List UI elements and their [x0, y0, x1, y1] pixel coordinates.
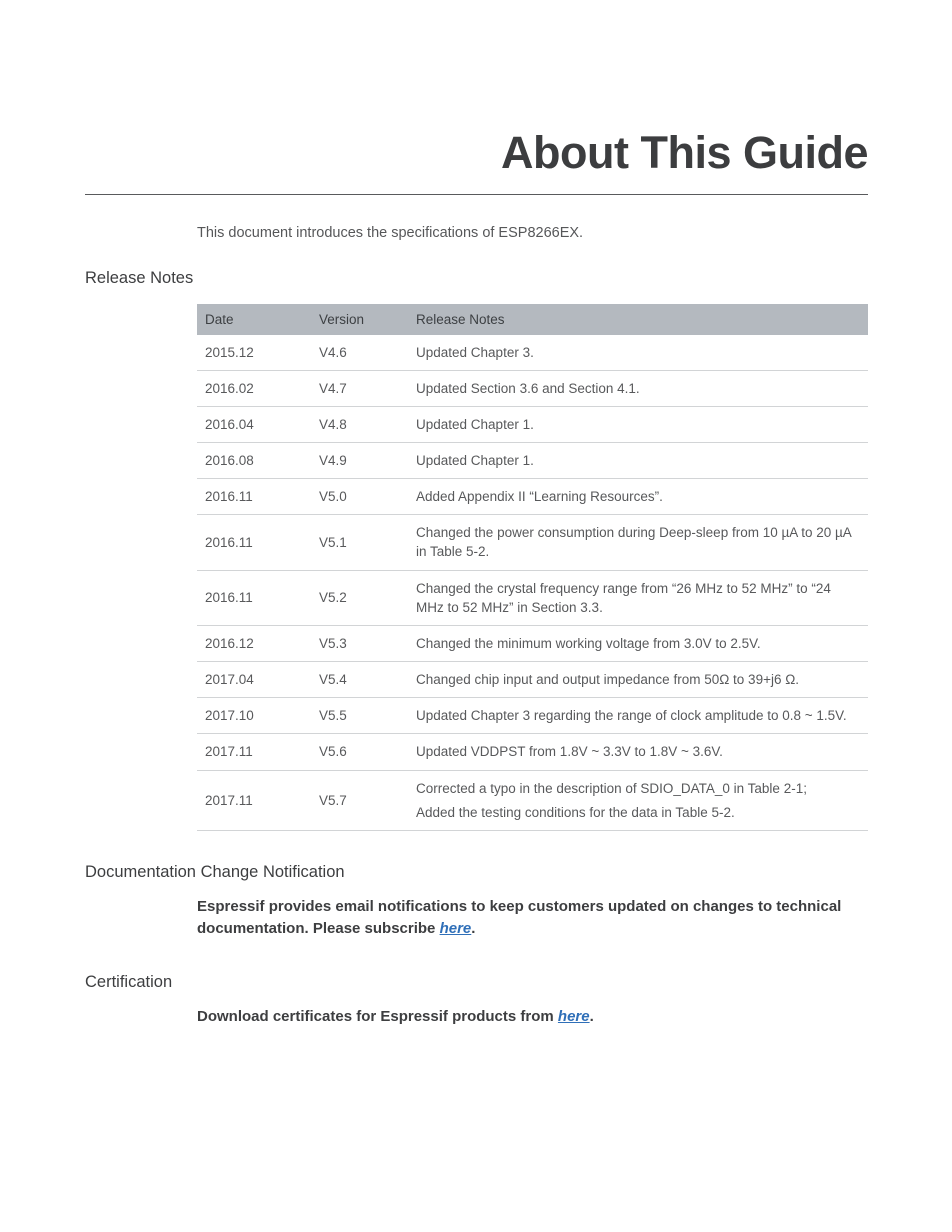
- table-header: [197, 304, 868, 335]
- cell-date: 2015.12: [205, 344, 254, 360]
- cell-version: V5.5: [311, 698, 408, 734]
- cell-version: V4.6: [319, 344, 347, 360]
- table-row: [197, 406, 868, 442]
- page-title: About This Guide: [501, 127, 868, 178]
- cell-version: V5.3: [311, 625, 408, 661]
- cell-version: V5.6: [311, 734, 408, 770]
- cell-version: V5.7: [311, 770, 408, 830]
- note-line: Updated Chapter 3 regarding the range of clock amplitude to 0.8 ~ 1.5V.: [416, 708, 847, 724]
- note-line: Updated Chapter 3.: [416, 344, 534, 360]
- cell-date: 2016.04: [197, 406, 311, 442]
- section-heading-certification: Certification: [85, 972, 173, 991]
- note-line: Updated VDDPST from 1.8V ~ 3.3V to 1.8V ~ 3.6V.: [416, 744, 723, 760]
- cell-notes: [408, 335, 868, 371]
- table-row: [197, 662, 868, 698]
- cell-date: 2016.11: [197, 570, 311, 625]
- note-line: Updated Section 3.6 and Section 4.1.: [416, 380, 640, 396]
- doc-change-text: Espressif provides email notifications to keep customers updated on changes to technical documentation. Please subscribe: [197, 897, 842, 938]
- cell-date: 2016.08: [197, 442, 311, 478]
- cell-version: V5.2: [311, 570, 408, 625]
- note-line: Changed chip input and output impedance from 50Ω to 39+j6 Ω.: [416, 672, 800, 688]
- cell-notes: [408, 370, 868, 406]
- certificates-here-link[interactable]: here: [557, 1007, 590, 1025]
- cell-notes: [408, 770, 868, 830]
- col-header-date: Date: [197, 304, 311, 335]
- table-row: [197, 335, 868, 371]
- table-row: [197, 515, 868, 570]
- certification-text: Download certificates for Espressif products from: [197, 1007, 558, 1025]
- cell-notes: [408, 442, 868, 478]
- cell-date: 2016.11: [197, 479, 311, 515]
- doc-change-paragraph: [197, 896, 856, 941]
- note-line: Changed the crystal frequency range from “26 MHz to 52 MHz” to “24 MHz to 52 MHz” in Section 3.3.: [416, 580, 831, 615]
- cell-version: V5.4: [311, 662, 408, 698]
- note-line: Updated Chapter 1.: [416, 416, 534, 432]
- table-row: [197, 370, 868, 406]
- cell-notes: [408, 406, 868, 442]
- note-line: Added Appendix II “Learning Resources”.: [416, 489, 663, 505]
- cell-version: V5.1: [311, 515, 408, 570]
- table-row: [197, 570, 868, 625]
- cell-date: 2017.11: [197, 734, 311, 770]
- doc-change-period: .: [471, 920, 476, 938]
- cell-notes: [408, 479, 868, 515]
- table-row: [197, 442, 868, 478]
- note-line: Added the testing conditions for the data in Table 5-2.: [416, 804, 735, 820]
- col-header-version: Version: [311, 304, 408, 335]
- table-row: [197, 734, 868, 770]
- section-heading-release-notes: Release Notes: [85, 268, 194, 287]
- release-notes-table: [197, 304, 868, 831]
- col-header-release-notes: Release Notes: [408, 304, 868, 335]
- cell-date: 2017.04: [197, 662, 311, 698]
- cell-date: 2016.12: [197, 625, 311, 661]
- note-line: Updated Chapter 1.: [416, 452, 534, 468]
- cell-notes: [408, 515, 868, 570]
- certification-paragraph: [197, 1006, 856, 1029]
- cell-version: V4.7: [311, 370, 408, 406]
- section-heading-doc-change: Documentation Change Notification: [85, 862, 345, 881]
- cell-notes: [408, 662, 868, 698]
- certification-period: .: [589, 1007, 594, 1025]
- table-row: [197, 770, 868, 830]
- note-line: Changed the power consumption during Deep-sleep from 10 µA to 20 µA in Table 5-2.: [416, 525, 852, 560]
- cell-notes: [408, 625, 868, 661]
- table-row: [197, 479, 868, 515]
- cell-notes: [408, 570, 868, 625]
- note-line: Corrected a typo in the description of SDIO_DATA_0 in Table 2-1;: [416, 780, 807, 796]
- cell-notes: [408, 698, 868, 734]
- intro-text: This document introduces the specifications of ESP8266EX.: [197, 224, 584, 241]
- cell-date: 2016.02: [197, 370, 311, 406]
- cell-version: V4.8: [311, 406, 408, 442]
- table-row: [197, 698, 868, 734]
- cell-date: 2016.11: [197, 515, 311, 570]
- cell-notes: [408, 734, 868, 770]
- note-line: Changed the minimum working voltage from 3.0V to 2.5V.: [416, 635, 761, 651]
- title-rule: [85, 194, 868, 195]
- cell-version: V5.0: [311, 479, 408, 515]
- cell-version: V4.9: [311, 442, 408, 478]
- subscribe-here-link[interactable]: here: [439, 920, 472, 938]
- cell-date: 2017.10: [197, 698, 311, 734]
- cell-date: 2017.11: [197, 770, 311, 830]
- table-row: [197, 625, 868, 661]
